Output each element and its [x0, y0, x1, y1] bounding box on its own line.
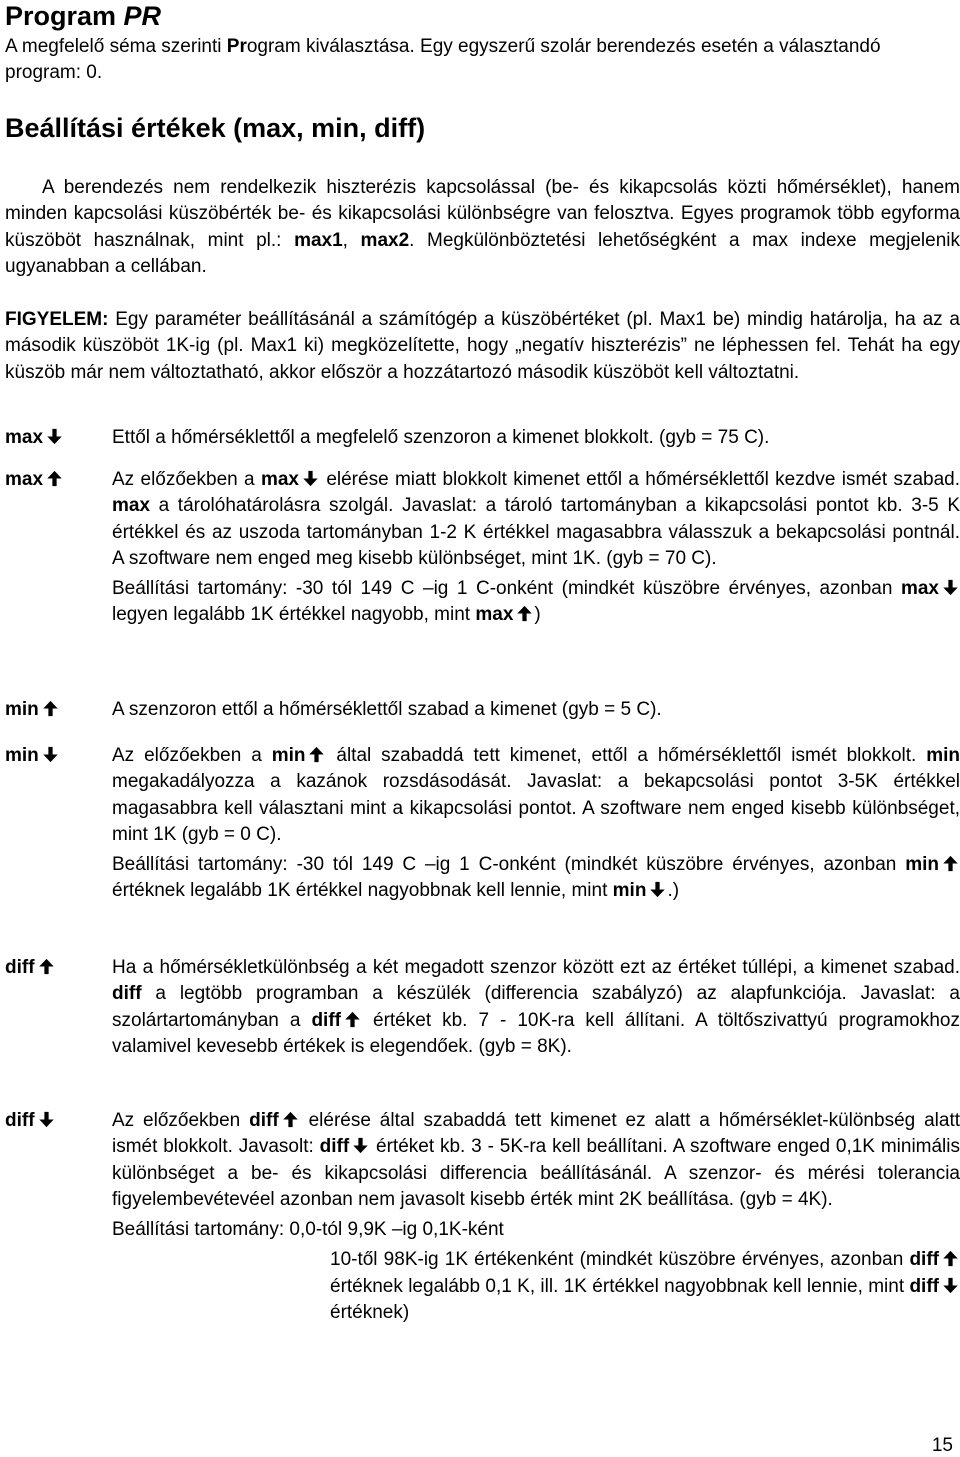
- entry-label: [5, 425, 64, 451]
- entry-description: [112, 1108, 960, 1326]
- arrow-down-icon: [302, 470, 319, 487]
- entry-label-text: min: [5, 745, 39, 766]
- entry-description: [112, 955, 960, 1060]
- arrow-down-icon: [46, 428, 63, 445]
- intro-text-a: A megfelelő séma szerinti: [5, 36, 227, 57]
- arrow-down-icon: [42, 746, 59, 763]
- entry-label: [5, 697, 60, 723]
- warning-label: FIGYELEM:: [5, 309, 109, 330]
- p1-max2: max2: [360, 229, 410, 251]
- entry-label-text: diff: [5, 957, 35, 978]
- entry-label: [5, 1108, 56, 1134]
- entry-label-text: min: [5, 699, 39, 720]
- intro-text-c: ogram kiválasztása. Egy egyszerű szolár berendezés esetén a választandó program: 0.: [5, 36, 881, 83]
- entry-label-text: max: [5, 427, 44, 448]
- entry-range-text: Beállítási tartomány: -30 tól 149 C –ig 1 C-onként (mindkét küszöbre érvényes, azonban max legyen legalább 1K értékkel nagyobb, mint max ): [112, 576, 960, 629]
- entry-text: Ha a hőmérsékletkülönbség a két megadott szenzor között ezt az értéket túllépi, a kimenet szabad. diff a legtöbb programban a készülék (differencia szabályzó) az alapfunkciója. Javaslat: a szolártartományban a diff értéket kb. 7 - 10K-ra kell állítani. A töltőszivattyú programokhoz valamivel kevesebb értékek is elegendőek. (gyb = 8K).: [112, 957, 960, 1057]
- entry-text: Az előzőekben a max elérése miatt blokkolt kimenet ettől a hőmérséklettől kezdve ismét szabad. max a tárolóhatárolásra szolgál. Javaslat: a tároló tartományban a kikapcsolási pontot kb. 3-5 K értékkel és az uszoda tartományban 1-2 K értékkel magasabbra válasszuk a bekapcsolási pontnál. A szoftware nem enged meg kisebb különbséget, mint 1K. (gyb = 70 C).: [112, 469, 960, 569]
- entry-range-text: Beállítási tartomány: 0,0-tól 9,9K –ig 0,1K-ként: [112, 1219, 504, 1241]
- p1-max1: max1: [294, 229, 343, 251]
- entry-description: [112, 467, 960, 629]
- warning-text: Egy paraméter beállításánál a számítógép a küszöbértéket (pl. Max1 be) mindig határolja, ha az a második küszöböt 1K-ig (pl. Max1 ki) megközelítette, hogy „negatív hiszterézis” ne léphessen fel. Tehát ha egy küszöb már nem változtatható, akkor először a hozzátartozó második küszöböt kell változtatni.: [5, 309, 960, 383]
- p1-text-c: ,: [342, 229, 361, 251]
- arrow-down-icon: [942, 1277, 959, 1294]
- arrow-down-icon: [352, 1137, 369, 1154]
- heading1-prefix: Program: [5, 1, 124, 31]
- heading1-italic: PR: [123, 1, 162, 31]
- arrow-up-icon: [42, 700, 59, 717]
- entry-text: Az előzőekben diff elérése által szabaddá tett kimenet ez alatt a hőmérséklet-különbség alatt ismét blokkolt. Javasolt: diff értéket kb. 3 - 5K-ra kell beállítani. A szoftware enged 0,1K minimális különbséget a be- és kikapcsolási differencia beállításánál. A szenzor- és mérési tolerancia figyelembevétevéel azonban nem javasolt kisebb érték mint 2K beállítása. (gyb = 4K).: [112, 1110, 960, 1210]
- entry-text: Ettől a hőmérséklettől a megfelelő szenzoron a kimenet blokkolt. (gyb = 75 C).: [112, 427, 770, 448]
- arrow-up-icon: [308, 746, 325, 763]
- arrow-down-icon: [649, 881, 666, 898]
- entry-label-text: max: [5, 469, 44, 490]
- entry-text: A szenzoron ettől a hőmérséklettől szabad a kimenet (gyb = 5 C).: [112, 699, 662, 720]
- hysteresis-paragraph: [5, 175, 960, 280]
- entry-range-text: Beállítási tartomány: -30 tól 149 C –ig 1 C-onként (mindkét küszöbre érvényes, azonban min értéknek legalább 1K értékkel nagyobbnak kell lennie, mint min .): [112, 852, 960, 905]
- entry-range-subtext: 10-től 98K-ig 1K értékenként (mindkét küszöbre érvényes, azonban diff értéknek legalább 0,1 K, ill. 1K értékkel nagyobbnak kell lennie, mint diff értéknek): [112, 1247, 960, 1326]
- page-number: 15: [931, 1435, 953, 1456]
- intro-text-bold: Pr: [226, 36, 247, 57]
- arrow-down-icon: [38, 1111, 55, 1128]
- warning-paragraph: [5, 307, 960, 386]
- arrow-up-icon: [38, 958, 55, 975]
- p1-text-a: A berendezés nem rendelkezik hiszterézis kapcsolással (be- és kikapcsolás közti hőmérséklet), hanem minden kapcsolási küszöbérték be- és kikapcsolási különbségre van felosztva. Egyes programok több egyforma küszöböt használnak, mint pl.:: [5, 177, 960, 251]
- settings-heading: Beállítási értékek (max, min, diff): [5, 113, 426, 143]
- intro-paragraph: [5, 34, 960, 86]
- entry-label: [5, 743, 60, 769]
- p1-text-e: . Megkülönböztetési lehetőségként a max indexe megjelenik ugyanabban a cellában.: [5, 229, 960, 277]
- arrow-up-icon: [516, 605, 533, 622]
- program-pr-heading: [5, 0, 161, 32]
- entry-description: [112, 697, 960, 723]
- entry-description: [112, 425, 960, 451]
- arrow-up-icon: [942, 855, 959, 872]
- arrow-up-icon: [344, 1011, 361, 1028]
- entry-description: [112, 743, 960, 905]
- entry-label-text: diff: [5, 1110, 35, 1131]
- entry-label: [5, 467, 64, 493]
- arrow-down-icon: [942, 579, 959, 596]
- arrow-up-icon: [282, 1111, 299, 1128]
- entry-text: Az előzőekben a min által szabaddá tett kimenet, ettől a hőmérséklettől ismét blokkolt. min megakadályozza a kazánok rozsdásodását. Javaslat: a bekapcsolási pontot 3-5K értékkel magasabbra kell választani mint a kikapcsolási pontot. A szoftware nem enged kisebb különbséget, mint 1K (gyb = 0 C).: [112, 745, 960, 845]
- arrow-up-icon: [46, 470, 63, 487]
- arrow-up-icon: [942, 1250, 959, 1267]
- entry-label: [5, 955, 56, 981]
